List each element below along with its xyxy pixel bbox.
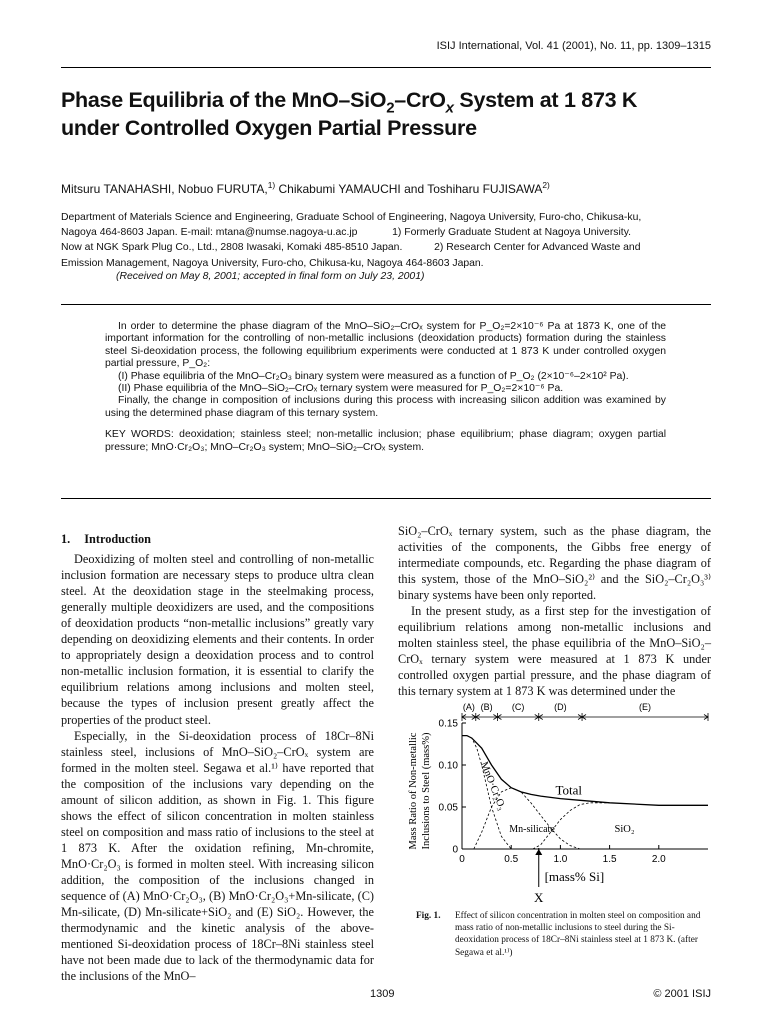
x-tick-label: 0 <box>459 854 465 865</box>
page-number: 1309 <box>370 988 395 1000</box>
right-column <box>398 523 711 700</box>
abstract <box>105 321 666 454</box>
region-label: (C) <box>511 702 525 712</box>
affiliations <box>61 210 713 271</box>
y-tick-label: 0.15 <box>438 718 458 730</box>
section-number: 1. <box>61 532 71 546</box>
abstract-bottom-rule <box>61 498 711 499</box>
x-tick-label: 2.0 <box>651 854 666 865</box>
paper-title <box>61 86 721 142</box>
journal-reference: ISIJ International, Vol. 41 (2001), No. 11, pp. 1309–1315 <box>436 40 711 52</box>
title-part: System at 1 873 K <box>453 88 638 112</box>
caption-text: Effect of silicon concentration in molten steel on composition and mass ratio of non-metallic inclusions to steel during the Si-deoxidation process of 18Cr–8Ni stainless steel at 1 873 K. (after Segawa et al.¹⁾) <box>455 911 701 958</box>
y-tick-label: 0 <box>452 844 458 856</box>
figure-1 <box>402 690 714 912</box>
body-paragraph: Deoxidizing of molten steel and controlling of non-metallic inclusion formation are necessary steps to produce ultra clean steel. At the deoxidation stage in the steelmaking process, generally multiple deoxidizers are used, and the compositions of deoxidation products “non-metallic inclusions” greatly vary depending on deoxidizing elements and their contents. In order to appropriately design a deoxidation process and to control non-metallic inclusion formation, it is essential to clarify the equilibrium relations among inclusions and molten steel, because the types of inclusion present greatly affect the properties of the product steel. <box>61 552 374 727</box>
affiliation-line: Now at NGK Spark Plug Co., Ltd., 2808 Iwasaki, Komaki 485-8510 Japan. 2) Research Center for Advanced Waste and <box>61 242 641 254</box>
author-affiliation-mark: 2) <box>542 180 550 190</box>
received-date: (Received on May 8, 2001; accepted in final form on July 23, 2001) <box>116 271 425 282</box>
title-part: Phase Equilibria of the MnO–SiO <box>61 88 387 112</box>
section-heading <box>61 531 374 547</box>
x-tick-label: 1.5 <box>602 854 617 865</box>
affiliation-line: Department of Materials Science and Engineering, Graduate School of Engineering, Nagoya University, Furo-cho, Chikusa-ku, <box>61 212 642 223</box>
affiliation-line: Nagoya 464-8603 Japan. E-mail: mtana@numse.nagoya-u.ac.jp 1) Formerly Graduate Student at Nagoya University. <box>61 227 631 239</box>
series-line-1 <box>462 736 511 849</box>
x-axis-label: [mass% Si] <box>544 869 605 884</box>
abstract-paragraph: (I) Phase equilibria of the MnO–Cr₂O₃ binary system were measured as a function of P_O₂ (2×10⁻⁶–2×10² Pa). <box>118 370 629 382</box>
series-label-total: Total <box>555 782 583 798</box>
body-paragraph: SiO₂–CrOₓ ternary system, such as the phase diagram, the activities of the components, the Gibbs free energy of intermediate compounds, etc. Regarding the phase diagram of this system, those of the MnO–SiO₂²⁾ and the SiO₂–Cr₂O₃³⁾ binary systems have been only reported. <box>398 524 711 603</box>
author-list <box>61 182 550 196</box>
title-line2: under Controlled Oxygen Partial Pressure <box>61 116 477 140</box>
region-label: (D) <box>554 702 567 712</box>
inclusion-chart <box>402 690 714 912</box>
series-label-silica: SiO₂ <box>614 824 635 836</box>
series-label-chromite: MnO·Cr₂O₃ <box>477 760 508 812</box>
abstract-paragraph: (II) Phase equilibria of the MnO–SiO₂–CrOₓ ternary system were measured for P_O₂=2×10⁻⁶ Pa. <box>118 383 564 395</box>
title-part: –CrO <box>394 88 446 112</box>
copyright: © 2001 ISIJ <box>653 988 711 1000</box>
y-axis-label: Mass Ratio of Non-metallic <box>408 732 419 850</box>
figure-caption <box>416 910 710 959</box>
series-label-silicate: Mn-silicate <box>509 824 555 836</box>
y-tick-label: 0.05 <box>438 802 458 814</box>
left-column <box>61 531 374 984</box>
abstract-paragraph: In order to determine the phase diagram of the MnO–SiO₂–CrOₓ system for P_O₂=2×10⁻⁶ Pa at 1873 K, one of the important information for the controlling of non-metallic inclusions (deoxidation products) formation during the stainless steel Si-deoxidation process, the following equilibrium experiments were conducted at 1 873 K under controlled oxygen partial pressure, P_O₂: <box>105 321 666 370</box>
region-label: (A) <box>462 702 475 712</box>
abstract-paragraph: Finally, the change in composition of inclusions during this process with increasing silicon addition was examined by using the determined phase diagram of this ternary system. <box>105 395 666 419</box>
affiliation-line: Emission Management, Nagoya University, Furo-cho, Chikusa-ku, Nagoya 464-8603 Japan. <box>61 257 484 269</box>
body-paragraph: Especially, in the Si-deoxidation process of 18Cr–8Ni stainless steel, inclusions of MnO–SiO₂–CrOₓ system are formed in the molten steel. Segawa et al.¹⁾ have reported that the composition of the inclusions vary depending on the amount of silicon addition, as shown in Fig. 1. This figure shows the effect of silicon concentration in molten stainless steel on composition and mass ratio of inclusions to the steel at 1 873 K. After the oxidation refining, Mn-chromite, MnO·Cr₂O₃ is formed in molten steel. With increasing silicon addition, the composition of the inclusions changed in sequence of (A) MnO·Cr₂O₃, (B) MnO·Cr₂O₃+Mn-silicate, (C) Mn-silicate, (D) Mn-silicate+SiO₂ and (E) SiO₂. However, the thermodynamic and the kinetic analysis of the above-mentioned Si-deoxidation process of 18Cr–8Ni stainless steel have not been made due to lack of the thermodynamic data for the inclusions of the MnO– <box>61 728 374 984</box>
marker-label: X <box>534 890 544 905</box>
author-group: Mitsuru TANAHASHI, Nobuo FURUTA, <box>61 182 268 196</box>
title-subscript-x: x <box>445 99 454 117</box>
body-paragraph: In the present study, as a first step for the investigation of equilibrium relations among non-metallic inclusions and molten stainless steel, the phase equilibria of the MnO–SiO₂–CrOₓ ternary system were measured at 1 873 K under controlled oxygen partial pressure, and the phase diagram of this ternary system at 1 873 K was determined under the <box>398 604 711 699</box>
abstract-top-rule <box>61 304 711 305</box>
header-rule <box>61 67 711 68</box>
author-group: Chikabumi YAMAUCHI and Toshiharu FUJISAWA <box>275 182 543 196</box>
marker-arrowhead <box>535 849 542 855</box>
x-tick-label: 1.0 <box>553 854 568 865</box>
section-title: Introduction <box>84 532 151 546</box>
region-label: (E) <box>639 702 652 712</box>
x-tick-label: 0.5 <box>504 854 519 865</box>
author-affiliation-mark: 1) <box>267 180 276 190</box>
keywords: KEY WORDS: deoxidation; stainless steel; non-metallic inclusion; phase equilibrium; phase diagram; oxygen partial pressure; MnO·Cr₂O₃; MnO–Cr₂O₃ system; MnO–SiO₂–CrOₓ system. <box>105 429 666 453</box>
region-label: (B) <box>480 702 493 712</box>
y-axis-label: Inclusions to Steel (mass%) <box>421 732 432 850</box>
y-tick-label: 0.10 <box>438 760 458 772</box>
title-subscript: 2 <box>386 99 395 117</box>
figure-label: Fig. 1. <box>416 911 441 921</box>
